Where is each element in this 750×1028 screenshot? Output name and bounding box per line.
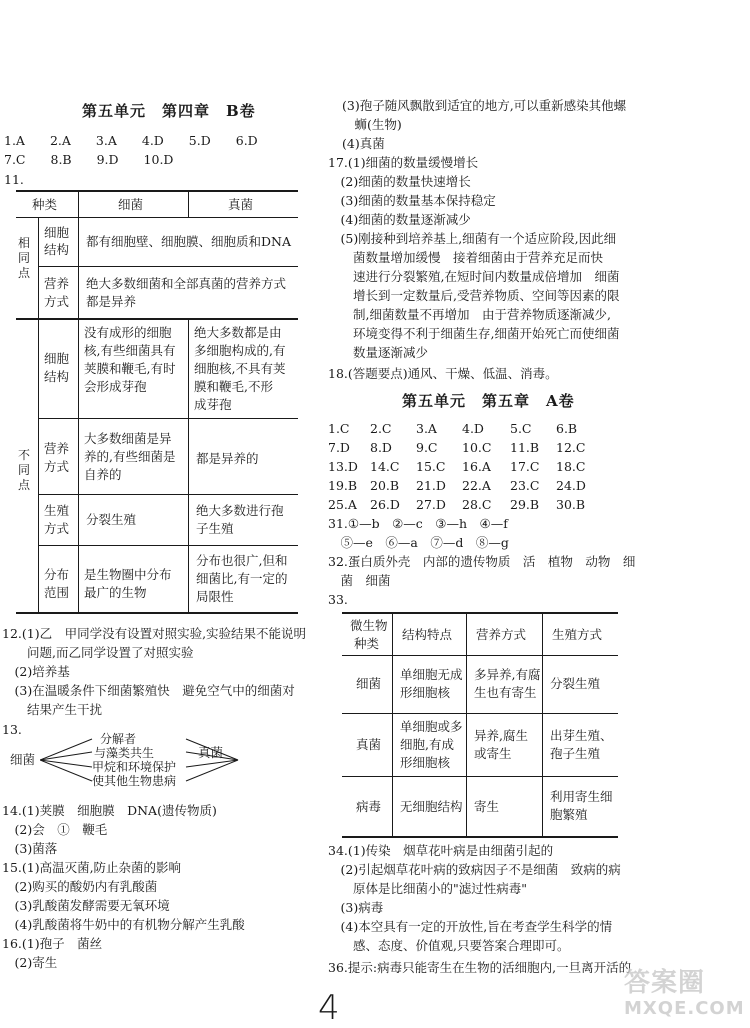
grid-answer: 19.B — [328, 478, 358, 493]
table-cell: 绝大多数细菌和全部真菌的营养方式 — [86, 276, 287, 291]
answer-line: (4)细菌的数量逐渐减少 — [328, 212, 471, 227]
question-label: 11. — [4, 172, 24, 187]
header-cell: 生殖方式 — [552, 627, 603, 642]
table-cell: 利用寄生细 — [550, 789, 613, 804]
table-cell: 养的,有些细菌是 — [84, 449, 176, 464]
answer-line: 7.C 8.B 9.D 10.D — [4, 152, 174, 167]
table-cell: 异养,腐生 — [474, 728, 528, 743]
answer-line: 31.①—b ②—c ③—h ④—f — [328, 516, 508, 531]
answer-line: 制,细菌数量不再增加 由于营养物质逐渐减少, — [328, 307, 611, 322]
answer-line: (5)刚接种到培养基上,细菌有一个适应阶段,因此细 — [328, 231, 617, 246]
group-diff: 不同点 — [18, 448, 31, 492]
answer-line: (4)乳酸菌将牛奶中的有机物分解产生乳酸 — [2, 917, 245, 932]
answer-line: 18.(答题要点)通风、干燥、低温、消毒。 — [328, 366, 558, 381]
row-aspect: 结构 — [44, 369, 70, 384]
table-cell: 胞繁殖 — [550, 807, 588, 822]
answer-line: (4)真菌 — [342, 136, 385, 151]
grid-answer: 18.C — [556, 459, 586, 474]
answer-line: (3)菌落 — [2, 841, 58, 856]
table-cell: 细胞核,不具有荚 — [194, 361, 286, 376]
grid-answer: 28.C — [462, 497, 492, 512]
grid-answer: 13.D — [328, 459, 358, 474]
answer-line: (3)细菌的数量基本保持稳定 — [328, 193, 496, 208]
row-aspect: 细胞 — [44, 225, 70, 240]
grid-answer: 8.D — [370, 440, 392, 455]
table-cell: 真菌 — [356, 737, 382, 752]
table-cell: 寄生 — [474, 799, 500, 814]
answer-line: 36.提示:病毒只能寄生在生物的活细胞内,一旦离开活的 — [328, 960, 632, 975]
answer-line: 16.(1)孢子 菌丝 — [2, 936, 103, 951]
grid-answer: 15.C — [416, 459, 446, 474]
table-cell: 绝大多数都是由 — [194, 325, 282, 340]
table-cell: 形细胞核 — [400, 685, 451, 700]
answer-line: (2)寄生 — [2, 955, 58, 970]
table-cell: 自养的 — [84, 467, 122, 482]
table-cell: 单细胞或多 — [400, 719, 463, 734]
grid-answer: 14.C — [370, 459, 400, 474]
answer-line: 菌数量增加缓慢 接着细菌由于营养充足而快 — [328, 250, 604, 265]
table-cell: 都是异养的 — [196, 451, 259, 466]
row-aspect: 细胞 — [44, 351, 70, 366]
answer-line: (3)在温暖条件下细菌繁殖快 避免空气中的细菌对 — [2, 683, 295, 698]
answer-line: (2)引起烟草花叶病的致病因子不是细菌 致病的病 — [328, 862, 621, 877]
answer-line: (2)购买的酸奶内有乳酸菌 — [2, 879, 158, 894]
table-cell: 膜和鞭毛,不形 — [194, 379, 273, 394]
relation-label: 使其他生物患病 — [92, 774, 177, 788]
answer-line: (2)会 ① 鞭毛 — [2, 822, 108, 837]
answer-line: 34.(1)传染 烟草花叶病是由细菌引起的 — [328, 843, 554, 858]
row-aspect: 方式 — [44, 459, 70, 474]
relation-label: 甲烷和环境保护 — [92, 760, 177, 774]
table-cell: 细菌 — [356, 676, 382, 691]
answer-line: 17.(1)细菌的数量缓慢增长 — [328, 155, 479, 170]
table-cell: 都有细胞壁、细胞膜、细胞质和DNA — [86, 234, 291, 249]
answer-line: 感、态度、价值观,只要答案合理即可。 — [328, 938, 570, 953]
node-bacteria: 细菌 — [10, 752, 36, 767]
grid-answer: 5.C — [510, 421, 532, 436]
header-cell: 微生物 — [350, 618, 388, 633]
answer-line: 数量逐渐减少 — [328, 345, 429, 360]
table-cell: 是生物圈中分布 — [84, 567, 172, 582]
table-cell: 大多数细菌是异 — [84, 431, 172, 446]
answer-line: (3)孢子随风飘散到适宜的地方,可以重新感染其他螺 — [342, 98, 627, 113]
table-cell: 细菌比,有一定的 — [196, 571, 288, 586]
grid-answer: 29.B — [510, 497, 540, 512]
grid-answer: 12.C — [556, 440, 586, 455]
section-heading-b: 第五单元 第四章 B卷 — [82, 102, 256, 120]
table-cell: 绝大多数进行孢 — [196, 503, 284, 518]
grid-answer: 9.C — [416, 440, 438, 455]
question-label: 13. — [2, 722, 22, 737]
grid-answer: 22.A — [462, 478, 491, 493]
answer-line: 32.蛋白质外壳 内部的遗传物质 活 植物 动物 细 — [328, 554, 636, 569]
table-cell: 最广的生物 — [84, 585, 147, 600]
table-cell: 成芽孢 — [194, 397, 232, 412]
row-aspect: 营养 — [44, 441, 70, 456]
page-number: 4 — [318, 988, 340, 1028]
table-cell: 孢子生殖 — [550, 746, 601, 761]
answer-line: 问题,而乙同学设置了对照实验 — [2, 645, 194, 660]
table-cell: 形细胞核 — [400, 755, 451, 770]
answer-line: (3)病毒 — [328, 900, 384, 915]
answer-line: 14.(1)荚膜 细胞膜 DNA(遗传物质) — [2, 803, 217, 818]
table-cell: 出芽生殖、 — [550, 728, 613, 743]
answer-line: 15.(1)高温灭菌,防止杂菌的影响 — [2, 860, 182, 875]
grid-answer: 27.D — [416, 497, 446, 512]
grid-answer: 21.D — [416, 478, 446, 493]
grid-answer: 10.C — [462, 440, 492, 455]
table-cell: 或寄生 — [474, 746, 512, 761]
question-label: 33. — [328, 592, 348, 607]
row-aspect: 方式 — [44, 294, 70, 309]
answer-line: ⑤—e ⑥—a ⑦—d ⑧—g — [328, 535, 509, 550]
section-heading-a: 第五单元 第五章 A卷 — [402, 392, 575, 410]
table-cell: 核,有些细菌具有 — [84, 343, 176, 358]
grid-answer: 17.C — [510, 459, 540, 474]
table-cell: 无细胞结构 — [400, 799, 463, 814]
table-cell: 分布也很广,但和 — [196, 553, 288, 568]
answer-line: (3)乳酸菌发酵需要无氧环境 — [2, 898, 170, 913]
table-cell: 生也有寄生 — [474, 685, 537, 700]
grid-answer: 11.B — [510, 440, 540, 455]
row-aspect: 结构 — [44, 242, 70, 257]
table-cell: 多异养,有腐 — [474, 667, 541, 682]
group-same: 相同点 — [18, 236, 31, 280]
row-aspect: 范围 — [44, 585, 70, 600]
answer-line: 原体是比细菌小的"滤过性病毒" — [328, 881, 527, 896]
answer-line: (2)细菌的数量快速增长 — [328, 174, 471, 189]
answer-line: (2)培养基 — [2, 664, 70, 679]
table-cell: 荚膜和鞭毛,有时 — [84, 361, 176, 376]
answer-line: 蛳(生物) — [342, 117, 402, 132]
grid-answer: 7.D — [328, 440, 350, 455]
header-cell: 结构特点 — [402, 627, 453, 642]
answer-line: 增长到一定数量后,受营养物质、空间等因素的限 — [328, 288, 620, 303]
table-cell: 病毒 — [356, 799, 382, 814]
grid-answer: 23.C — [510, 478, 540, 493]
grid-answer: 25.A — [328, 497, 357, 512]
grid-answer: 16.A — [462, 459, 491, 474]
header-bacteria: 细菌 — [118, 197, 144, 212]
table-cell: 细胞,有成 — [400, 737, 454, 752]
grid-answer: 20.B — [370, 478, 400, 493]
row-aspect: 方式 — [44, 521, 70, 536]
table-cell: 局限性 — [196, 589, 234, 604]
header-fungi: 真菌 — [228, 197, 254, 212]
table-cell: 子生殖 — [196, 521, 234, 536]
row-aspect: 分布 — [44, 567, 70, 582]
table-cell: 单细胞无成 — [400, 667, 463, 682]
watermark-url: MXQE.COM — [624, 998, 745, 1019]
header-cell: 种类 — [354, 636, 380, 651]
header-type: 种类 — [32, 197, 58, 212]
relation-label: 与藻类共生 — [94, 746, 155, 760]
grid-answer: 24.D — [556, 478, 586, 493]
answer-line: 结果产生干扰 — [2, 702, 103, 717]
table-cell: 会形成芽孢 — [84, 379, 147, 394]
answer-line: 速进行分裂繁殖,在短时间内数量成倍增加 细菌 — [328, 269, 620, 284]
table-cell: 都是异养 — [86, 294, 137, 309]
table-cell: 分裂生殖 — [550, 676, 601, 691]
grid-answer: 26.D — [370, 497, 400, 512]
table-cell: 多细胞构成的,有 — [194, 343, 286, 358]
relation-label: 分解者 — [100, 732, 137, 746]
row-aspect: 生殖 — [44, 503, 70, 518]
grid-answer: 1.C — [328, 421, 350, 436]
table-cell: 没有成形的细胞 — [84, 325, 172, 340]
answer-line: 菌 细菌 — [328, 573, 391, 588]
grid-answer: 30.B — [556, 497, 586, 512]
answer-line: 1.A 2.A 3.A 4.D 5.D 6.D — [4, 133, 258, 148]
grid-answer: 6.B — [556, 421, 578, 436]
node-fungi: 真菌 — [198, 745, 224, 760]
watermark-logo: 答案圈 — [624, 968, 706, 998]
answer-line: 12.(1)乙 甲同学没有设置对照实验,实验结果不能说明 — [2, 626, 307, 641]
grid-answer: 2.C — [370, 421, 392, 436]
grid-answer: 3.A — [416, 421, 437, 436]
row-aspect: 营养 — [44, 276, 70, 291]
answer-line: 环境变得不利于细菌生存,细菌开始死亡而使细菌 — [328, 326, 620, 341]
answer-line: (4)本空具有一定的开放性,旨在考查学生科学的情 — [328, 919, 613, 934]
table-cell: 分裂生殖 — [86, 512, 137, 527]
grid-answer: 4.D — [462, 421, 484, 436]
header-cell: 营养方式 — [476, 627, 527, 642]
